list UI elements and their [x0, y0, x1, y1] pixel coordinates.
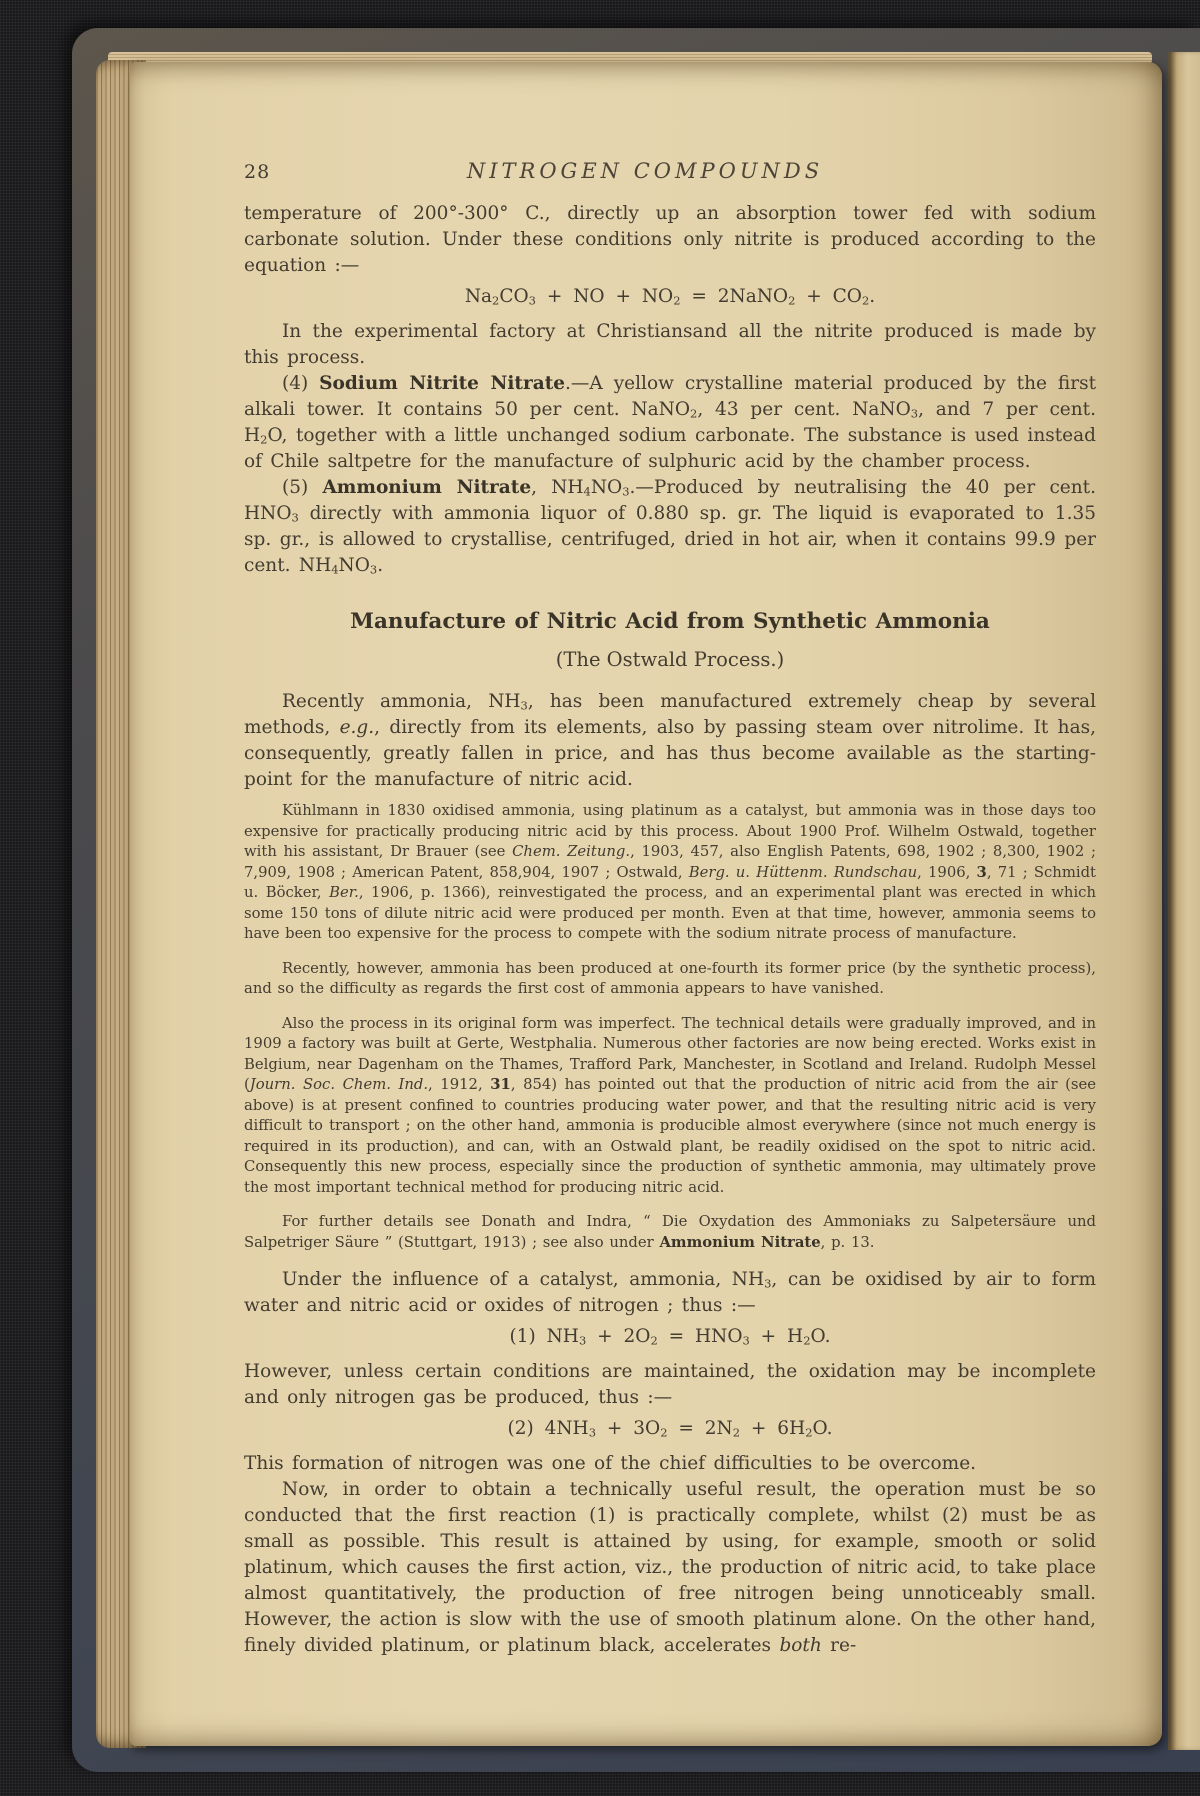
page-header [244, 158, 1096, 185]
paragraph: (5) Ammonium Nitrate, $NH_4NO_3.—Produced$ by neutralising the 40 per cent. $HNO_3$ directly with ammonia liquor of 0.880 sp. gr. The liquid is evaporated to 1.35 sp. gr., is allowed to crystallise, centrifuged, dried in hot air, when it contains 99.9 per cent. $NH_4NO_3$. [244, 477, 1096, 577]
paragraph: This formation of nitrogen was one of the chief difficulties to be overcome. [244, 1453, 977, 1474]
paragraph: Under the influence of a catalyst, ammonia, $NH_3$, can be oxidised by air to form water and nitric acid or oxides of nitrogen ; thus :— [244, 1269, 1096, 1316]
running-title: NITROGEN COMPOUNDS [466, 159, 824, 183]
page-number: 28 [244, 161, 271, 183]
paragraph: For further details see Donath and Indra, “ Die Oxydation des Ammoniaks zu Salpetersäure und Salpetriger Säure ” (Stuttgart, 1913) ; see also under Ammonium Nitrate, p. 13. [244, 1213, 1096, 1251]
chemical-equation: (2) $4NH_3 + 3O_2 = 2N_2 + 6H_2O$. [507, 1418, 833, 1440]
paragraph: Recently, however, ammonia has been produced at one-fourth its former price (by the synthetic process), and so the difficulty as regards the first cost of ammonia appears to have vanished. [244, 959, 1096, 997]
paragraph: In the experimental factory at Christiansand all the nitrite produced is made by this process. [244, 321, 1096, 368]
paragraph: (4) Sodium Nitrite Nitrate.—A yellow crystalline material produced by the first alkali tower. It contains 50 per cent. NaNO$_2$, 43 per cent. NaNO$_3$, and 7 per cent. $H_2O$, together with a little unchanged sodium carbonate. The substance is used instead of Chile saltpetre for the manufacture of sulphuric acid by the chamber process. [244, 373, 1096, 472]
paragraph: temperature of 200°-300° C., directly up an absorption tower fed with sodium carbonate solution. Under these conditions only nitrite is produced according to the equation :— [244, 203, 1096, 276]
paragraph: Kühlmann in 1830 oxidised ammonia, using platinum as a catalyst, but ammonia was in those days too expensive for practically producing nitric acid by this process. About 1900 Prof. Wilhelm Ostwald, together with his assistant, Dr Brauer (see Chem. Zeitung., 1903, 457, also English Patents, 698, 1902 ; 8,300, 1902 ; 7,909, 1908 ; American Patent, 858,904, 1907 ; Ostwald, Berg. u. Hüttenm. Rundschau, 1906, 3, 71 ; Schmidt u. Böcker, Ber., 1906, p. 1366), reinvestigated the process, and an experimental plant was erected in which some 150 tons of dilute nitric acid were produced per month. Even at that time, however, ammonia seems to have been too expensive for the process to compete with the sodium nitrate process of manufacture. [244, 802, 1096, 942]
paragraph: Now, in order to obtain a technically useful result, the operation must be so conducted that the first reaction (1) is practically complete, whilst (2) must be as small as possible. This result is attained by using, for example, smooth or solid platinum, which causes the first action, viz., the production of nitric acid, to take place almost quantitatively, the production of free nitrogen being unnoticeably small. However, the action is slow with the use of smooth platinum alone. On the other hand, finely divided platinum, or platinum black, accelerates both re- [244, 1479, 1096, 1656]
facing-page-edge [1168, 52, 1200, 1750]
paragraph: Recently ammonia, $NH_3$, has been manufactured extremely cheap by several methods, e.g., directly from its elements, also by passing steam over nitrolime. It has, consequently, greatly fallen in price, and has thus become available as the starting-point for the manufacture of nitric acid. [244, 691, 1097, 790]
section-subheading: (The Ostwald Process.) [555, 648, 785, 671]
book-page [130, 62, 1162, 1746]
section-heading: Manufacture of Nitric Acid from Synthetic Ammonia [350, 609, 990, 634]
paragraph: However, unless certain conditions are maintained, the oxidation may be incomplete and only nitrogen gas be produced, thus :— [244, 1361, 1096, 1408]
paragraph: Also the process in its original form was imperfect. The technical details were gradually improved, and in 1909 a factory was built at Gerte, Westphalia. Numerous other factories are now being erected. Works exist in Belgium, near Dagenham on the Thames, Trafford Park, Manchester, in Scotland and Ireland. Rudolph Messel (Journ. Soc. Chem. Ind., 1912, 31, 854) has pointed out that the production of nitric acid from the air (see above) is at present confined to countries producing water power, and that the resulting nitric acid is very difficult to transport ; on the other hand, ammonia is producible almost everywhere (since not much energy is required in its production), and can, with an Ostwald plant, be readily oxidised on the spot to nitric acid. Consequently this new process, especially since the production of synthetic ammonia, may ultimately prove the most important technical method for producing nitric acid. [244, 1014, 1096, 1196]
text-column [244, 158, 1096, 1659]
chemical-equation: $Na_2CO_3$ + NO + $NO_2$ = 2NaNO$_2$ + $CO_2$. [464, 286, 876, 308]
chemical-equation: (1) $NH_3 + 2O_2 = HNO_3 + H_2O$. [509, 1326, 831, 1348]
page-body-text [244, 201, 1096, 1659]
